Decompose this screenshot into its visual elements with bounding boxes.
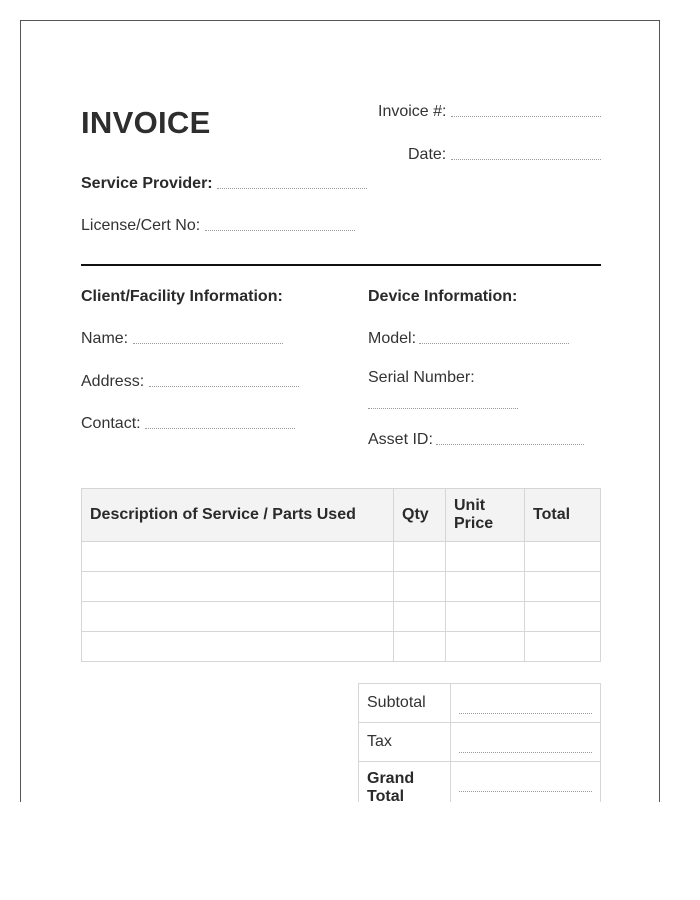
asset-id-label: Asset ID: bbox=[368, 431, 433, 448]
date-field[interactable] bbox=[451, 159, 601, 160]
client-contact-field[interactable] bbox=[145, 428, 295, 429]
client-name-label: Name: bbox=[81, 330, 129, 347]
description-cell[interactable] bbox=[82, 542, 394, 572]
total-cell[interactable] bbox=[525, 572, 601, 602]
subtotal-row bbox=[359, 684, 601, 723]
column-header-unit-price bbox=[446, 489, 525, 542]
column-header-total: Total bbox=[525, 489, 601, 542]
service-provider-label: Service Provider: bbox=[81, 175, 213, 192]
subtotal-label: Subtotal bbox=[359, 684, 451, 723]
grand-total-text: Grand Total bbox=[367, 770, 415, 802]
tax-field[interactable] bbox=[459, 752, 592, 753]
date-label: Date: bbox=[408, 146, 447, 163]
device-section-heading: Device Information: bbox=[368, 288, 518, 305]
total-cell[interactable] bbox=[525, 602, 601, 632]
grand-total-value-cell bbox=[451, 762, 601, 803]
description-cell[interactable] bbox=[82, 602, 394, 632]
client-address-label: Address: bbox=[81, 373, 145, 390]
column-header-qty: Qty bbox=[394, 489, 446, 542]
unit-price-cell[interactable] bbox=[446, 632, 525, 662]
serial-number-field[interactable] bbox=[368, 408, 518, 409]
column-header-description: Description of Service / Parts Used bbox=[82, 489, 394, 542]
grand-total-field[interactable] bbox=[459, 791, 592, 792]
license-field[interactable] bbox=[205, 230, 355, 231]
invoice-number-field[interactable] bbox=[451, 116, 601, 117]
grand-total-row bbox=[359, 762, 601, 803]
qty-cell[interactable] bbox=[394, 572, 446, 602]
section-divider bbox=[81, 264, 601, 266]
unit-price-cell[interactable] bbox=[446, 602, 525, 632]
qty-cell[interactable] bbox=[394, 632, 446, 662]
description-cell[interactable] bbox=[82, 632, 394, 662]
description-cell[interactable] bbox=[82, 572, 394, 602]
qty-cell[interactable] bbox=[394, 602, 446, 632]
unit-price-cell[interactable] bbox=[446, 572, 525, 602]
unit-price-text: Unit Price bbox=[454, 497, 494, 532]
qty-cell[interactable] bbox=[394, 542, 446, 572]
invoice-number-label: Invoice #: bbox=[378, 103, 447, 120]
client-section-heading: Client/Facility Information: bbox=[81, 288, 283, 305]
table-row bbox=[82, 602, 601, 632]
tax-value-cell bbox=[451, 723, 601, 762]
table-row bbox=[82, 542, 601, 572]
client-address-field[interactable] bbox=[149, 386, 299, 387]
total-cell[interactable] bbox=[525, 542, 601, 572]
tax-label: Tax bbox=[359, 723, 451, 762]
device-model-label: Model: bbox=[368, 330, 417, 347]
asset-id-field[interactable] bbox=[436, 444, 584, 445]
table-row bbox=[82, 632, 601, 662]
serial-number-label: Serial Number: bbox=[368, 369, 475, 386]
services-table bbox=[81, 488, 601, 662]
totals-table bbox=[358, 683, 601, 802]
tax-row bbox=[359, 723, 601, 762]
unit-price-cell[interactable] bbox=[446, 542, 525, 572]
services-table-header bbox=[82, 489, 601, 542]
client-name-field[interactable] bbox=[133, 343, 283, 344]
grand-total-label bbox=[359, 762, 451, 803]
service-provider-field[interactable] bbox=[217, 188, 367, 189]
total-cell[interactable] bbox=[525, 632, 601, 662]
client-contact-label: Contact: bbox=[81, 415, 141, 432]
device-model-field[interactable] bbox=[419, 343, 569, 344]
subtotal-field[interactable] bbox=[459, 713, 592, 714]
page-title: INVOICE bbox=[81, 105, 211, 140]
invoice-page bbox=[20, 20, 660, 802]
license-label: License/Cert No: bbox=[81, 217, 201, 234]
table-row bbox=[82, 572, 601, 602]
subtotal-value-cell bbox=[451, 684, 601, 723]
